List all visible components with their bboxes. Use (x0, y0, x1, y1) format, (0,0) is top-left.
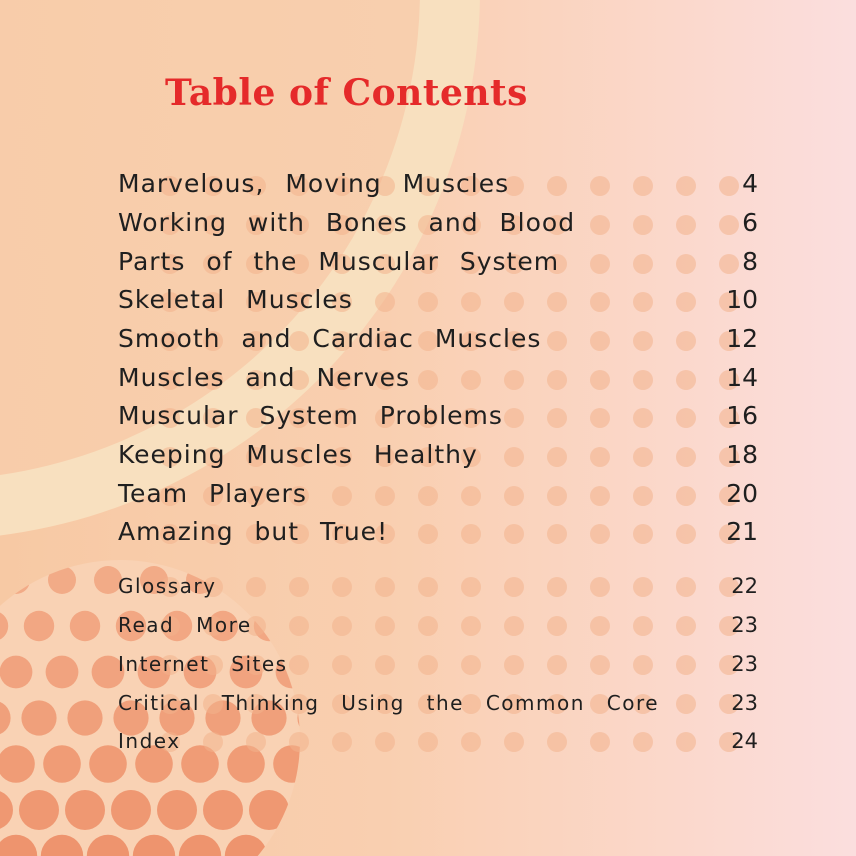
decorative-dot (19, 790, 59, 830)
decorative-dot (65, 790, 105, 830)
toc-entry-title: Marvelous, Moving Muscles (118, 169, 510, 198)
leader-dot (461, 524, 481, 544)
leader-dot (504, 616, 524, 636)
leader-dot (590, 616, 610, 636)
decorative-dot (111, 790, 151, 830)
leader-dot (547, 524, 567, 544)
leader-dot (375, 655, 395, 675)
leader-dot (633, 524, 653, 544)
leader-dot (461, 370, 481, 390)
leader-dot (590, 331, 610, 351)
leader-dot (590, 408, 610, 428)
leader-dot (504, 486, 524, 506)
leader-dot (590, 486, 610, 506)
leader-dot (203, 732, 223, 752)
leader-dot (418, 616, 438, 636)
leader-dot (547, 732, 567, 752)
toc-entry-title: Smooth and Cardiac Muscles (118, 324, 542, 353)
leader-dot (375, 616, 395, 636)
leader-dot (418, 486, 438, 506)
leader-dot (418, 655, 438, 675)
decorative-dot (295, 790, 300, 830)
leader-dot (590, 215, 610, 235)
leader-dot (676, 292, 696, 312)
leader-dot (504, 292, 524, 312)
leader-dot (676, 447, 696, 467)
toc-entry-title: Index (118, 729, 181, 753)
leader-dot (590, 370, 610, 390)
leader-dot (547, 447, 567, 467)
leader-dot (504, 732, 524, 752)
leader-dot (246, 577, 266, 597)
toc-page-number: 8 (742, 247, 758, 276)
leader-dot (375, 577, 395, 597)
toc-page-number: 23 (731, 613, 758, 637)
leader-dot (590, 176, 610, 196)
leader-dot (633, 447, 653, 467)
leader-dot (676, 408, 696, 428)
decorative-dot (0, 790, 13, 830)
decorative-dot (41, 835, 83, 856)
leader-dot (547, 292, 567, 312)
decorative-dot (87, 835, 129, 856)
leader-dot (289, 577, 309, 597)
toc-page-number: 22 (731, 574, 758, 598)
leader-dot (461, 486, 481, 506)
leader-dot (332, 655, 352, 675)
leader-dot (590, 254, 610, 274)
leader-dot (590, 292, 610, 312)
decorative-dot (225, 835, 267, 856)
decorative-dot (0, 835, 37, 856)
leader-dot (633, 254, 653, 274)
leader-dot (547, 616, 567, 636)
leader-dot (289, 732, 309, 752)
leader-dot (676, 486, 696, 506)
toc-entry-title: Amazing but True! (118, 517, 389, 546)
leader-dot (633, 408, 653, 428)
toc-entry-title: Keeping Muscles Healthy (118, 440, 478, 469)
leader-dot (504, 370, 524, 390)
leader-dot (246, 732, 266, 752)
leader-dot (633, 486, 653, 506)
leader-dot (332, 486, 352, 506)
leader-dot (461, 292, 481, 312)
leader-dot (676, 370, 696, 390)
toc-entry-title: Team Players (118, 479, 307, 508)
leader-dot (332, 577, 352, 597)
leader-dot (418, 577, 438, 597)
leader-dot (375, 486, 395, 506)
toc-entry-title: Parts of the Muscular System (118, 247, 560, 276)
leader-dot (461, 655, 481, 675)
leader-dot (590, 732, 610, 752)
toc-page-number: 16 (726, 401, 758, 430)
toc-page-number: 20 (726, 479, 758, 508)
leader-dot (504, 447, 524, 467)
toc-page-number: 23 (731, 652, 758, 676)
leader-dot (504, 577, 524, 597)
leader-dot (289, 616, 309, 636)
leader-dot (547, 655, 567, 675)
leader-dot (676, 254, 696, 274)
leader-dot (504, 408, 524, 428)
leader-dot (633, 655, 653, 675)
leader-dot (719, 254, 739, 274)
toc-page-number: 6 (742, 208, 758, 237)
decorative-dot (249, 790, 289, 830)
decorative-dot (157, 790, 197, 830)
leader-dot (547, 486, 567, 506)
leader-dot (633, 176, 653, 196)
toc-entry-title: Internet Sites (118, 652, 288, 676)
leader-dot (676, 524, 696, 544)
toc-page-number: 10 (726, 285, 758, 314)
decorative-dot (271, 835, 300, 856)
toc-page-number: 18 (726, 440, 758, 469)
leader-dot (633, 331, 653, 351)
leader-dot (719, 176, 739, 196)
leader-dot (633, 732, 653, 752)
toc-entry-title: Critical Thinking Using the Common Core (118, 691, 660, 715)
leader-dot (375, 292, 395, 312)
toc-entry-title: Working with Bones and Blood (118, 208, 576, 237)
leader-dot (547, 370, 567, 390)
leader-dot (547, 577, 567, 597)
leader-dot (633, 577, 653, 597)
leader-dot (418, 524, 438, 544)
leader-dot (504, 655, 524, 675)
page-title: Table of Contents (165, 72, 528, 114)
leader-dot (590, 577, 610, 597)
leader-dot (332, 616, 352, 636)
leader-dot (676, 577, 696, 597)
toc-page-number: 4 (742, 169, 758, 198)
toc-page-number: 24 (731, 729, 758, 753)
leader-dot (590, 655, 610, 675)
leader-dot (676, 176, 696, 196)
leader-dot (676, 616, 696, 636)
leader-dot (633, 370, 653, 390)
leader-dot (633, 215, 653, 235)
leader-dot (418, 732, 438, 752)
leader-dot (461, 616, 481, 636)
leader-dot (547, 176, 567, 196)
toc-entry-title: Skeletal Muscles (118, 285, 353, 314)
leader-dot (676, 215, 696, 235)
toc-entry-title: Glossary (118, 574, 217, 598)
leader-dot (676, 655, 696, 675)
toc-page-number: 23 (731, 691, 758, 715)
decorative-dot (179, 835, 221, 856)
toc-entry-title: Read More (118, 613, 252, 637)
leader-dot (289, 655, 309, 675)
toc-entry-title: Muscular System Problems (118, 401, 503, 430)
leader-dot (676, 732, 696, 752)
leader-dot (676, 331, 696, 351)
leader-dot (418, 292, 438, 312)
leader-dot (547, 331, 567, 351)
toc-page-number: 21 (726, 517, 758, 546)
decorative-dot (133, 835, 175, 856)
leader-dot (461, 732, 481, 752)
leader-dot (633, 292, 653, 312)
toc-page-number: 12 (726, 324, 758, 353)
leader-dot (332, 732, 352, 752)
leader-dot (504, 524, 524, 544)
leader-dot (633, 616, 653, 636)
decorative-dot (203, 790, 243, 830)
leader-dot (418, 370, 438, 390)
leader-dot (375, 732, 395, 752)
leader-dot (719, 215, 739, 235)
leader-dot (590, 524, 610, 544)
toc-entry-title: Muscles and Nerves (118, 363, 411, 392)
leader-dot (461, 577, 481, 597)
leader-dot (590, 447, 610, 467)
leader-dot (676, 694, 696, 714)
toc-page-number: 14 (726, 363, 758, 392)
leader-dot (547, 408, 567, 428)
